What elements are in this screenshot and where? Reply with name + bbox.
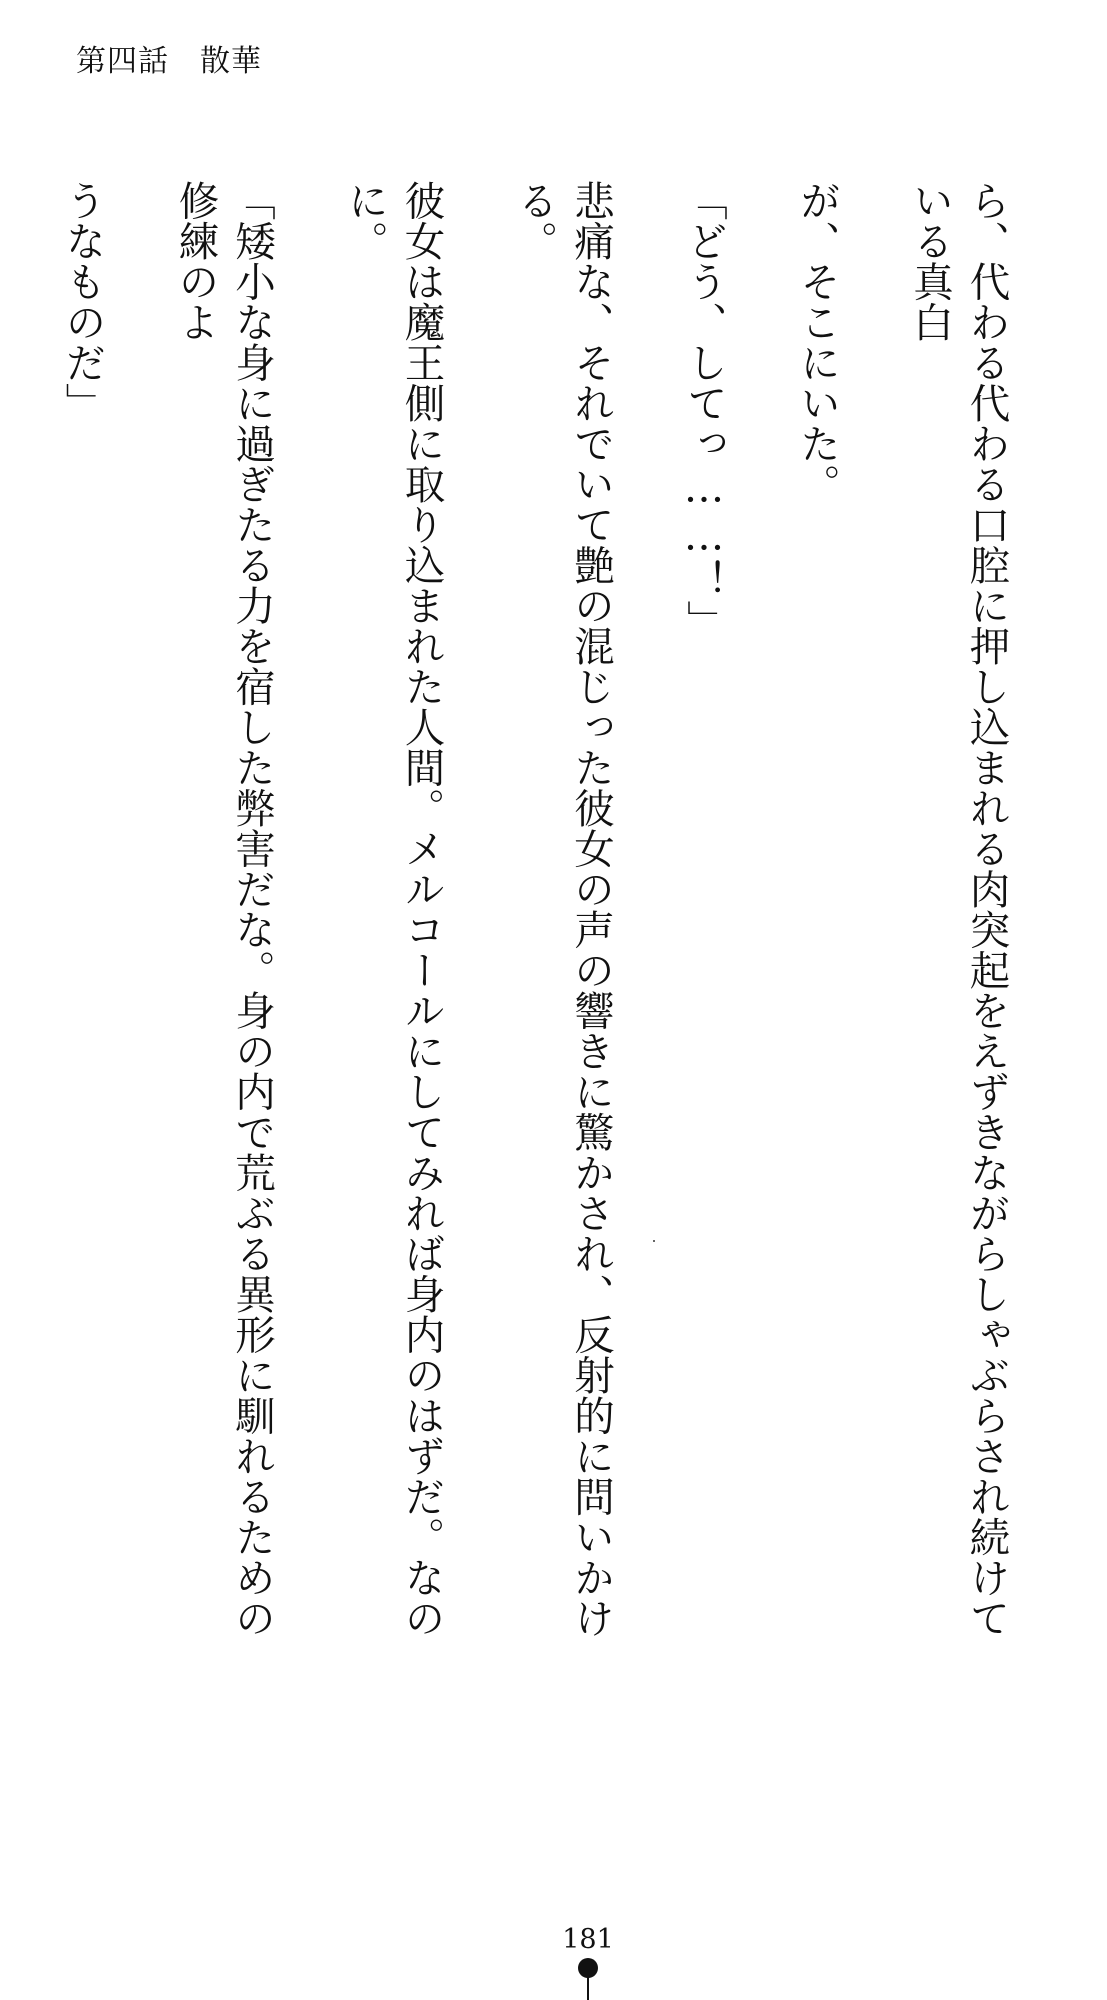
text-line: 「矮小な身に過ぎたる力を宿した弊害だな。身の内で荒ぶる異形に馴れるための修練のよ xyxy=(171,180,276,1638)
page-number: 181 xyxy=(562,1924,614,1955)
text-line: 「どう、してっ……！」 xyxy=(680,180,728,641)
text-line: ら、代わる代わる口腔に押し込まれる肉突起をえずきながらしゃぶらされ続けている真白 xyxy=(906,180,1011,1638)
text-line: 彼女は魔王側に取り込まれた人間。メルコールにしてみれば身内のはずだ。なのに。 xyxy=(341,180,446,1638)
marker-dot xyxy=(578,1958,598,1978)
page-marker-icon xyxy=(578,1958,598,2000)
vertical-body-text xyxy=(0,180,1071,1640)
scan-speck xyxy=(653,1240,655,1242)
running-header: 第四話 散華 xyxy=(76,44,262,79)
text-line: 悲痛な、それでいて艶の混じった彼女の声の響きに驚かされ、反射的に問いかける。 xyxy=(510,180,615,1638)
text-line: が、そこにいた。 xyxy=(793,180,841,504)
text-line: うなものだ」 xyxy=(58,180,107,423)
marker-stem xyxy=(587,1976,589,2000)
